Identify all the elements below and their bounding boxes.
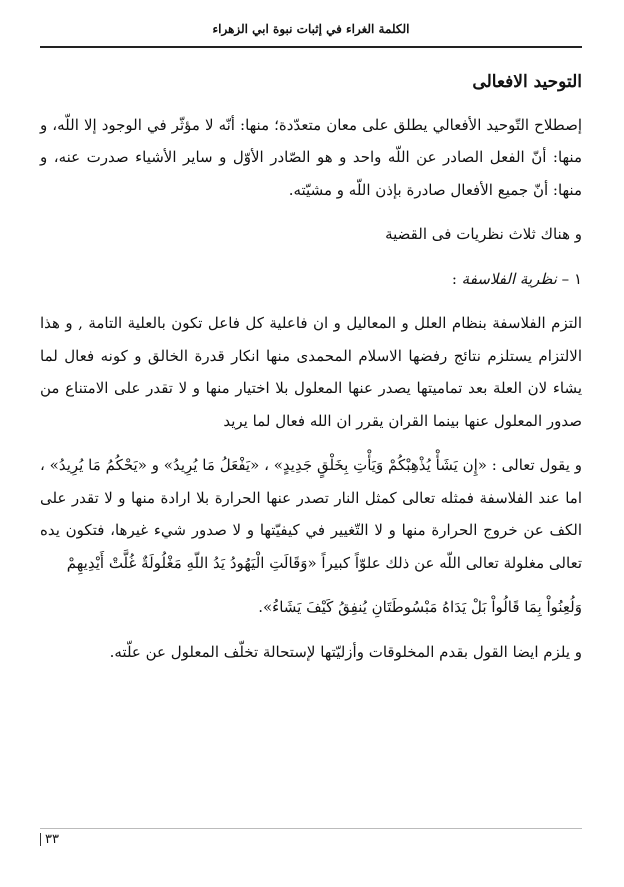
paragraph-theories-intro: و هناك ثلاث نظريات فى القضية [385,225,582,243]
page-number-divider [40,833,41,846]
paragraph-definition: إصطلاح التّوحيد الأفعالي يطلق على معان متعدّدة؛ منها: أنّه لا مؤثّر في الوجود إلا اللّه، و منها: أنّ الفعل الصادر عن اللّه واحد و هو الصّادر الأوّل و ساير الأشياء صدرت عنه، و منها: أنّ جميع الأفعال صادرة بإذن اللّه و مشيّته. [40,115,582,199]
running-title: الكلمة الغراء في إثبات نبوة ابي الزهراء [212,22,410,36]
paragraph-philosophers: التزم الفلاسفة بنظام العلل و المعاليل و ان فاعلية كل فاعل تكون بالعلية التامة , و هذا الالتزام يستلزم نتائج رفضها الاسلام المحمدى منها انكار قدرة الخالق و كونه فعال لما يشاء لان العلة بعد تماميتها يصدر عنها المعلول بلا اختيار منها و لا تقدر على الامتناع من صدور المعلول عنها بينما القران يقرر ان الله فعال لما يريد [40,314,582,430]
paragraph-quran-verses: و يقول تعالى : «إِن يَشَأْ يُذْهِبْكُمْ وَيَأْتِ بِخَلْقٍ جَدِيدٍ» ، «يَفْعَلُ مَا يُرِيدُ» و «يَحْكُمُ مَا يُرِيدُ» ، اما عند الفلاسفة فمثله تعالى كمثل النار تصدر عنها الحرارة بلا ارادة منها و لا تقدر على الكف عن خروج الحرارة منها و لا التّغيير في كيفيّتها و لا صدور شيء غيرها، فتكون يده تعالى مغلولة تعالى اللّه عن ذلك علوّاً كبيراً «وَقَالَتِ الْيَهُودُ يَدُ اللّهِ مَغْلُولَةٌ غُلَّتْ أَيْدِيهِمْ [40,456,582,572]
header-rule [40,46,582,48]
section-heading: التوحيد الافعالى [472,72,582,92]
subsection-number: ١ – [561,269,582,288]
page-number [40,832,59,847]
footer-rule [40,828,582,829]
paragraph-verse-continuation: وَلُعِنُواْ بِمَا قَالُواْ بَلْ يَدَاهُ مَبْسُوطَتَانِ يُنفِقُ كَيْفَ يَشَاءُ». [258,598,582,616]
page-number-text: ٣٣ [45,832,59,847]
subsection-colon: : [451,269,457,288]
paragraph-conclusion: و يلزم ايضا القول بقدم المخلوقات وأزليّتها لإستحالة تخلّف المعلول عن علّته. [109,642,582,661]
page-content [40,66,582,668]
subsection-label [40,263,582,296]
subsection-title: نظرية الفلاسفة [461,269,557,288]
